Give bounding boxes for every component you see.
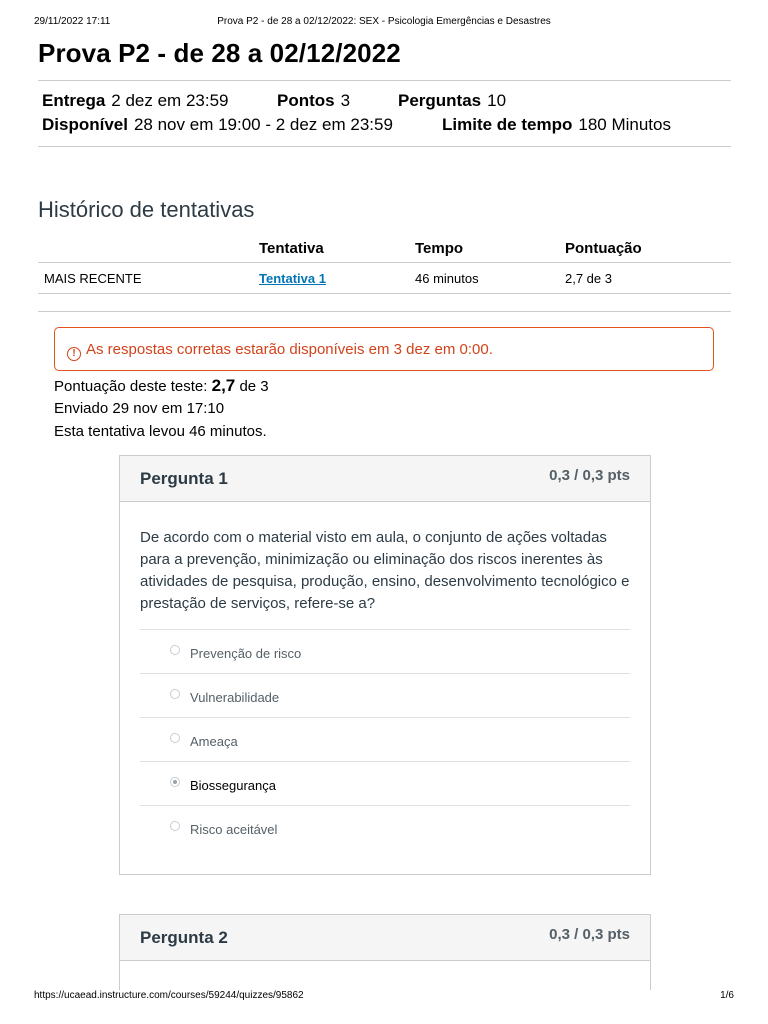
answer-label: Biossegurança bbox=[190, 778, 276, 793]
answer-label: Risco aceitável bbox=[190, 822, 278, 837]
question-points: 0,3 / 0,3 pts bbox=[549, 926, 630, 943]
print-header bbox=[34, 16, 734, 30]
attempt-duration: Esta tentativa levou 46 minutos. bbox=[54, 423, 267, 440]
answer-option[interactable] bbox=[140, 629, 630, 673]
radio-button[interactable] bbox=[170, 645, 180, 655]
meta-limite bbox=[442, 115, 671, 135]
entrega-value: 2 dez em 23:59 bbox=[111, 91, 229, 110]
question-text: De acordo com o material visto em aula, o conjunto de ações voltadas para a prevenção, minimização ou eliminação dos riscos inerentes às atividades de pesquisa, produção, ensino, desenvolvimento tecnológico e prestação de serviços, refere-se a? bbox=[140, 529, 630, 612]
history-title: Histórico de tentativas bbox=[38, 197, 255, 222]
table-header-cell: Tempo bbox=[415, 240, 464, 257]
question-title: Pergunta 1 bbox=[140, 469, 228, 488]
print-page-number: 1/6 bbox=[720, 990, 734, 1001]
disponivel-label: Disponível bbox=[42, 115, 128, 134]
warning-icon: ! bbox=[67, 347, 81, 361]
radio-button[interactable] bbox=[170, 689, 180, 699]
print-title: Prova P2 - de 28 a 02/12/2022: SEX - Psicologia Emergências e Desastres bbox=[217, 16, 551, 27]
answers-availability-alert bbox=[54, 327, 714, 371]
limite-value: 180 Minutos bbox=[578, 115, 671, 134]
meta-pontos bbox=[277, 91, 350, 111]
radio-button[interactable] bbox=[170, 733, 180, 743]
question-card bbox=[119, 914, 651, 990]
page-title: Prova P2 - de 28 a 02/12/2022 bbox=[38, 38, 401, 68]
limite-label: Limite de tempo bbox=[442, 115, 573, 134]
perguntas-label: Perguntas bbox=[398, 91, 482, 110]
question-card bbox=[119, 455, 651, 875]
answer-label: Vulnerabilidade bbox=[190, 690, 280, 705]
answer-option[interactable] bbox=[140, 717, 630, 761]
answer-label: Ameaça bbox=[190, 734, 238, 749]
print-date: 29/11/2022 17:11 bbox=[34, 16, 111, 27]
radio-button[interactable] bbox=[170, 821, 180, 831]
attempt-time: 46 minutos bbox=[415, 271, 479, 286]
question-points: 0,3 / 0,3 pts bbox=[549, 467, 630, 484]
alert-text: As respostas corretas estarão disponíveis em 3 dez em 0:00. bbox=[86, 341, 493, 358]
question-title: Pergunta 2 bbox=[140, 928, 228, 947]
radio-button-checked[interactable] bbox=[170, 777, 180, 787]
question-header bbox=[120, 456, 650, 502]
attempt-link[interactable]: Tentativa 1 bbox=[259, 271, 326, 286]
divider bbox=[38, 80, 731, 81]
answer-option-selected[interactable] bbox=[140, 761, 630, 805]
entrega-label: Entrega bbox=[42, 91, 106, 110]
table-header-cell: Pontuação bbox=[565, 240, 642, 257]
table-row bbox=[38, 262, 731, 294]
question-header bbox=[120, 915, 650, 961]
score-label: Pontuação deste teste: bbox=[54, 378, 208, 395]
score-value: 2,7 bbox=[211, 376, 236, 395]
score-total: de 3 bbox=[239, 378, 269, 395]
print-footer bbox=[34, 990, 734, 1004]
pontos-value: 3 bbox=[340, 91, 351, 110]
attempt-table bbox=[38, 232, 731, 294]
divider bbox=[38, 146, 731, 147]
print-url: https://ucaead.instructure.com/courses/59244/quizzes/95862 bbox=[34, 990, 304, 1001]
answer-option[interactable] bbox=[140, 673, 630, 717]
answer-list bbox=[140, 629, 630, 849]
score-summary bbox=[54, 376, 269, 396]
submitted-time: Enviado 29 nov em 17:10 bbox=[54, 400, 225, 417]
perguntas-value: 10 bbox=[487, 91, 507, 110]
question-body bbox=[120, 502, 650, 849]
meta-disponivel bbox=[42, 115, 393, 135]
pontos-label: Pontos bbox=[277, 91, 335, 110]
table-header-row bbox=[38, 232, 731, 262]
table-header-cell: Tentativa bbox=[259, 240, 324, 257]
divider bbox=[38, 311, 731, 312]
meta-perguntas bbox=[398, 91, 506, 111]
attempt-label: MAIS RECENTE bbox=[44, 271, 142, 286]
meta-entrega bbox=[42, 91, 229, 111]
attempt-score: 2,7 de 3 bbox=[565, 271, 612, 286]
disponivel-value: 28 nov em 19:00 - 2 dez em 23:59 bbox=[133, 115, 393, 134]
answer-option[interactable] bbox=[140, 805, 630, 849]
answer-label: Prevenção de risco bbox=[190, 646, 302, 661]
